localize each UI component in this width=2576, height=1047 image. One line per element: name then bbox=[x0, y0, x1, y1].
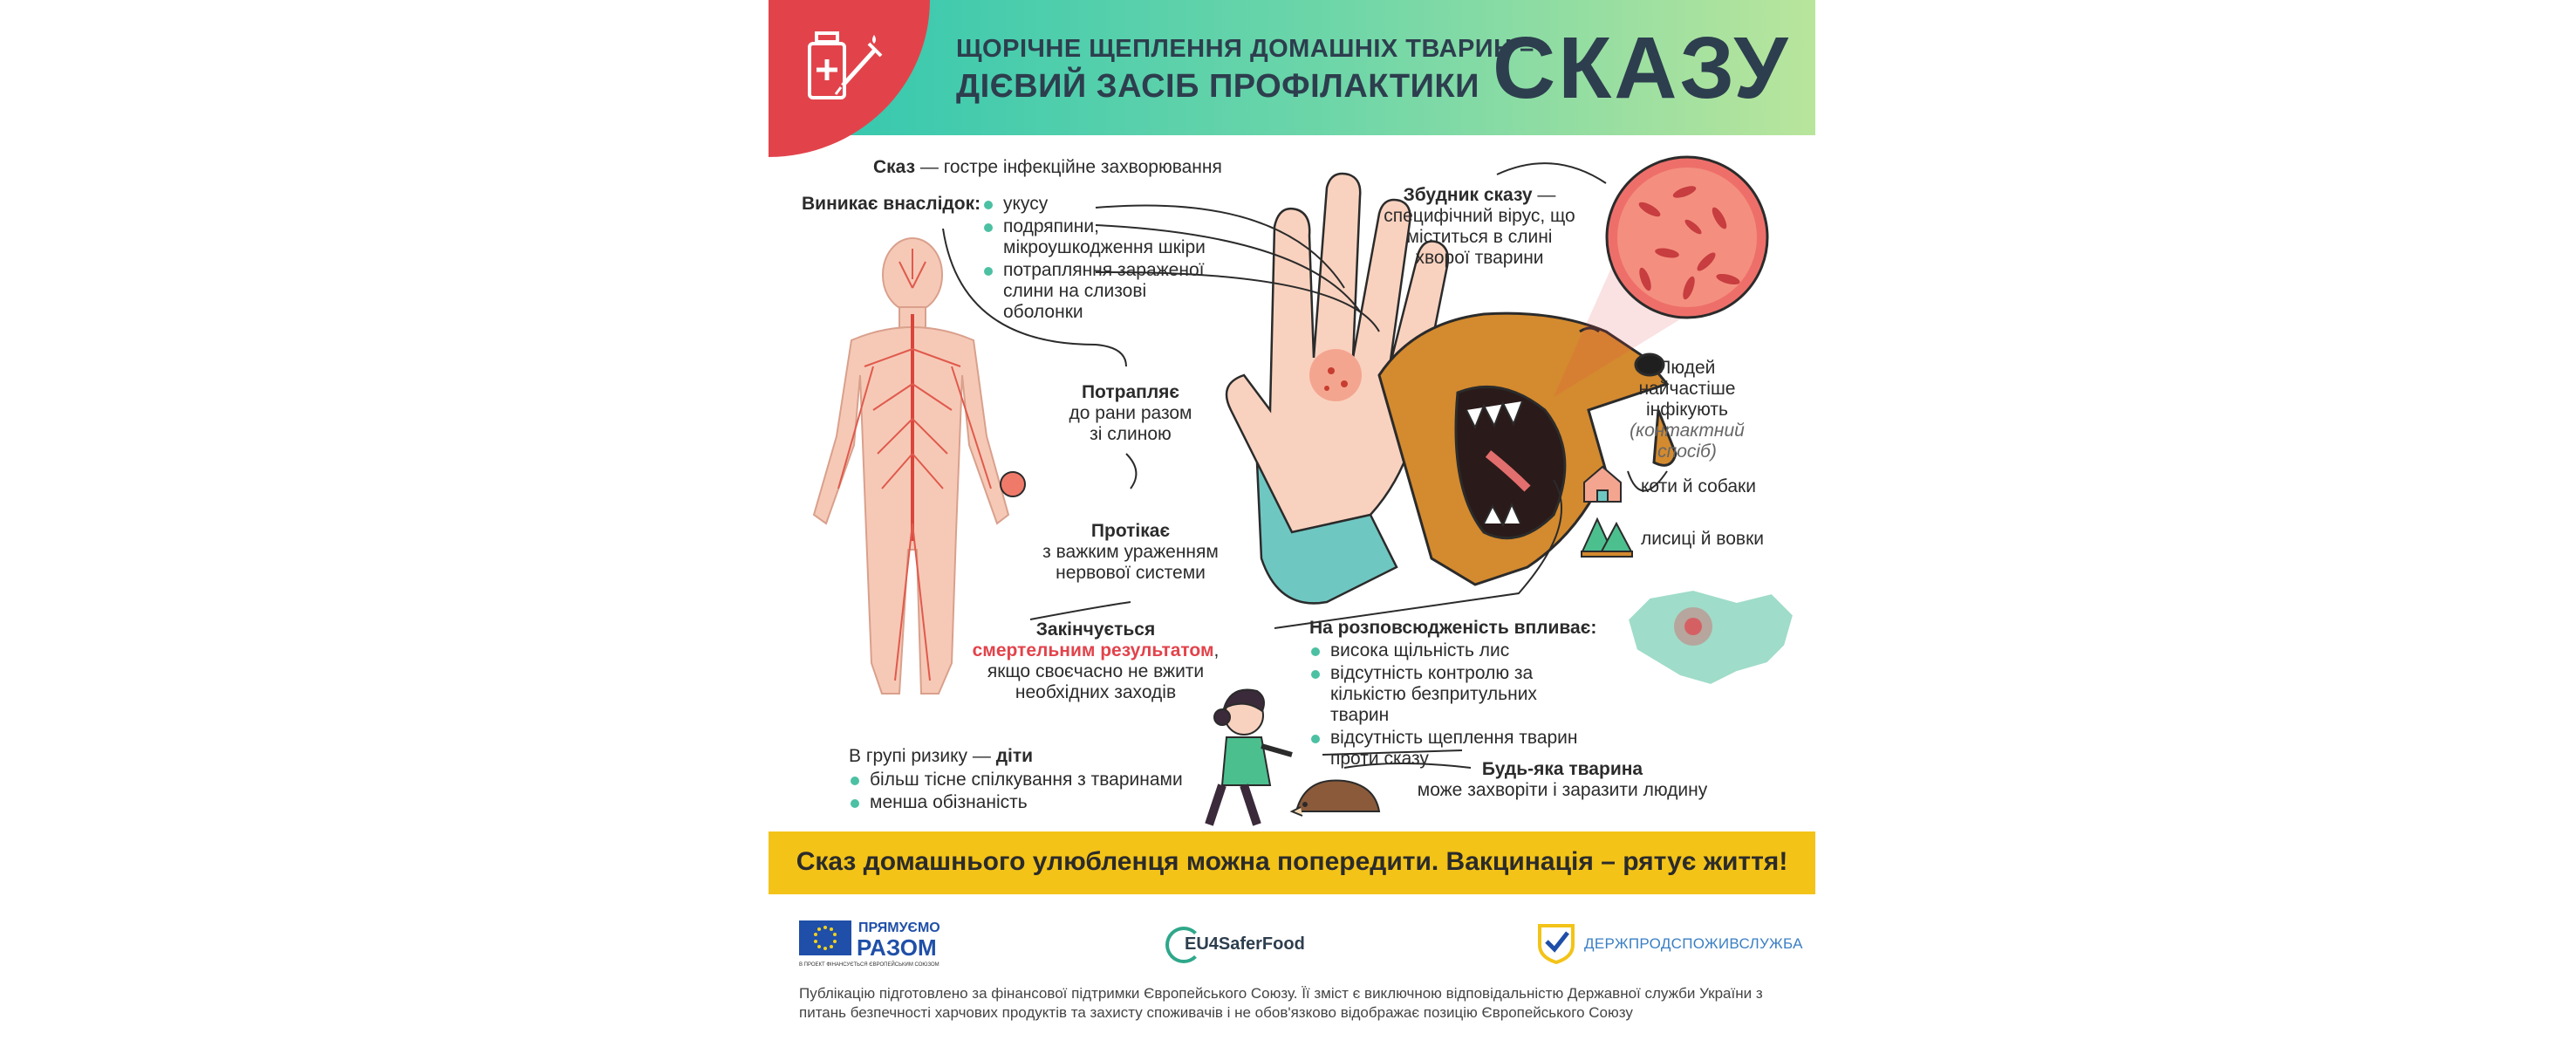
list-item: висока щільність лис bbox=[1309, 640, 1597, 661]
step-course: Протікає з важким ураженням нервової системи bbox=[1042, 521, 1219, 583]
bite-spot-marker bbox=[1001, 472, 1025, 496]
logo-eu4saferfood bbox=[1165, 923, 1322, 967]
infects-text: Людей найчастіше інфікують (контактний спосіб) bbox=[1630, 358, 1745, 462]
causes-title: Виникає внаслідок: bbox=[802, 194, 981, 214]
slogan-band bbox=[769, 831, 1815, 894]
infects-item-cats-dogs: коти й собаки bbox=[1641, 476, 1756, 496]
hedgehog-illustration bbox=[1292, 780, 1379, 816]
causes-list bbox=[982, 194, 1213, 325]
poster bbox=[769, 0, 1815, 1047]
list-item: потрапляння зараженої слини на слизові оболонки bbox=[982, 260, 1213, 323]
list-item: відсутність контролю за кількістю безпритульних тварин bbox=[1309, 663, 1597, 726]
risk-list bbox=[849, 770, 1215, 815]
list-item: відсутність щеплення тварин проти сказу bbox=[1309, 728, 1597, 770]
header-line1: ЩОРІЧНЕ ЩЕПЛЕННЯ ДОМАШНІХ ТВАРИН – bbox=[956, 35, 1534, 63]
footer-disclaimer: Публікацію підготовлено за фінансової підтримки Європейського Союзу. Її зміст є виключною відповідальністю Державної служби України з питань безпечності харчових продуктів та захисту споживачів і не обов'язково відображає позицію Європейського Союзу bbox=[799, 985, 1763, 1021]
list-item: подряпини, мікроушкодження шкіри bbox=[982, 216, 1213, 258]
checkmark-shield-icon bbox=[1536, 920, 1576, 964]
logo-together-top: ПРЯМУЄМО bbox=[858, 920, 940, 935]
list-item: більш тісне спілкування з тваринами bbox=[849, 770, 1215, 790]
spread-list bbox=[1309, 640, 1597, 771]
step-enters: Потрапляє до рани разом зі слиною bbox=[1069, 382, 1192, 444]
risk-title: В групі ризику — діти bbox=[849, 746, 1034, 766]
spread-title: На розповсюдженість впливає: bbox=[1309, 618, 1597, 638]
logo-together-sub: В ПРОЕКТ ФІНАНСУЄТЬСЯ ЄВРОПЕЙСЬКИМ СОЮЗОМ bbox=[799, 962, 940, 968]
logo-together bbox=[799, 920, 974, 973]
eu-flag-icon bbox=[799, 920, 851, 955]
child-illustration bbox=[1209, 690, 1292, 825]
forest-fox-wolf-icon bbox=[1582, 519, 1632, 557]
infects-item-foxes-wolves: лисиці й вовки bbox=[1641, 529, 1764, 549]
logo-dps-text: ДЕРЖПРОДСПОЖИВСЛУЖБА bbox=[1584, 935, 1803, 952]
virus-magnified-circle bbox=[1607, 157, 1767, 318]
header-line2: ДІЄВИЙ ЗАСІБ ПРОФІЛАКТИКИ bbox=[956, 68, 1479, 105]
logo-dps bbox=[1536, 920, 1803, 964]
step-ends: Закінчується смертельним результатом, якщо своєчасно не вжити необхідних заходів bbox=[972, 619, 1220, 702]
logo-eu4saferfood-text: EU4SaferFood bbox=[1185, 934, 1305, 954]
slogan-text: Сказ домашнього улюбленця можна попередити. Вакцинація – рятує життя! bbox=[796, 847, 1788, 876]
logo-together-bottom: РАЗОМ bbox=[857, 934, 937, 961]
list-item: укусу bbox=[982, 194, 1213, 215]
any-animal-text: Будь-яка тварина може захворіти і заразити людину bbox=[1417, 759, 1708, 800]
ukraine-map bbox=[1628, 590, 1794, 685]
list-item: менша обізнаність bbox=[849, 792, 1215, 813]
rabies-definition: Сказ — гостре інфекційне захворювання bbox=[873, 157, 1222, 177]
header-big-word: СКАЗУ bbox=[1493, 19, 1791, 117]
pathogen-text: Збудник сказу — специфічний вірус, що міститься в слині хворої тварини bbox=[1384, 185, 1575, 268]
